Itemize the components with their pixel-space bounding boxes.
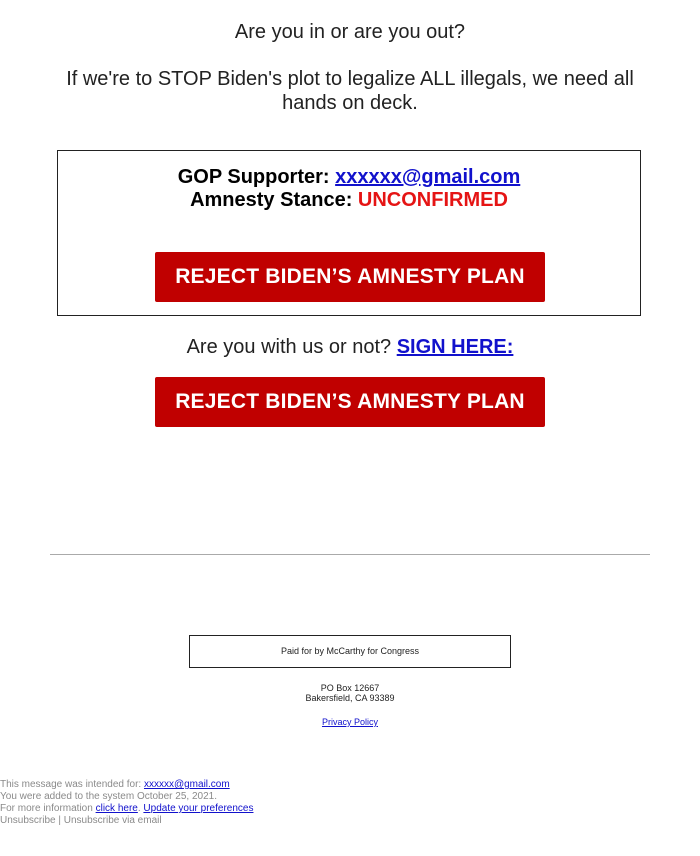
supporter-email-link[interactable]: xxxxxx@gmail.com [335,166,521,188]
sign-prompt: Are you with us or not? [186,336,397,358]
supporter-label: GOP Supporter: [177,166,336,188]
intended-email-link[interactable]: xxxxxx@gmail.com [143,779,230,790]
intro-question: Are you in or are you out? [234,21,466,43]
supporter-card [57,150,641,316]
privacy-policy-link[interactable]: Privacy Policy [321,717,378,727]
stance-value: UNCONFIRMED [357,189,508,211]
address-line-1: PO Box 12667 [320,683,380,693]
unsubscribe-line [0,815,420,827]
sign-row [0,335,700,359]
intended-for-line [0,779,420,791]
update-preferences-link[interactable]: Update your preferences [143,803,254,814]
sign-here-link[interactable]: SIGN HERE: [396,336,514,358]
unsubscribe-link[interactable]: Unsubscribe [0,815,56,826]
privacy-row [0,717,700,727]
intro-body: If we're to STOP Biden's plot to legalize ALL illegals, we need all hands on deck. [66,68,634,114]
email-footer [0,779,420,827]
more-info-line [0,803,420,815]
added-line: You were added to the system October 25, 2021. [0,791,217,802]
pipe-separator: | [55,815,64,826]
more-info-prefix: For more information [0,803,96,814]
reject-amnesty-button-primary[interactable]: REJECT BIDEN’S AMNESTY PLAN [155,252,545,302]
unsubscribe-email-link[interactable]: Unsubscribe via email [63,815,162,826]
click-here-link[interactable]: click here [95,803,138,814]
stance-label: Amnesty Stance: [190,189,358,211]
divider [50,554,650,555]
supporter-line [58,165,640,189]
address-line-2: Bakersfield, CA 93389 [305,693,395,703]
paid-for-box: Paid for by McCarthy for Congress [189,635,511,668]
intended-prefix: This message was intended for: [0,779,144,790]
mailing-address [0,683,700,703]
reject-amnesty-button-secondary[interactable]: REJECT BIDEN’S AMNESTY PLAN [155,377,545,427]
stance-line [58,188,640,212]
period-separator: . [137,803,144,814]
